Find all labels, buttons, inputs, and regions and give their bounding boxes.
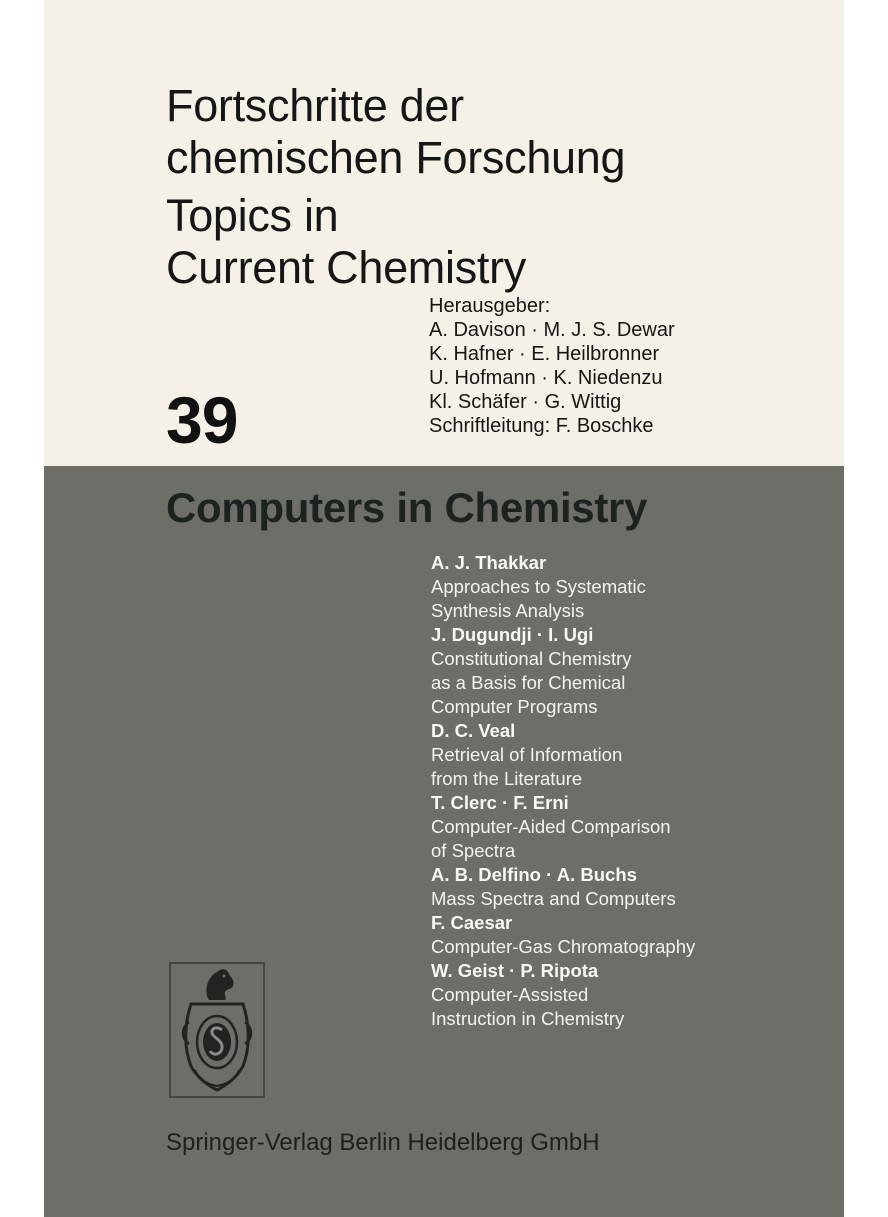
series-title-english [166,190,806,294]
contents-title-line: Synthesis Analysis [431,600,585,621]
contents-title-line: of Spectra [431,840,516,861]
contents-authors: D. C. Veal [431,720,516,741]
contents-title-line: Constitutional Chemistry [431,648,632,669]
series-title-english-line: Topics in [166,190,339,241]
volume-title: Computers in Chemistry [166,484,648,531]
contents-title-line: Retrieval of Information [431,744,623,765]
contents-authors: A. J. Thakkar [431,552,547,573]
editors-line: Kl. Schäfer · G. Wittig [429,391,622,413]
contents-title-line: from the Literature [431,768,583,789]
contents-title-line: Mass Spectra and Computers [431,888,676,909]
contents-authors: J. Dugundji · I. Ugi [431,624,594,645]
editors-line: U. Hofmann · K. Niedenzu [429,367,663,389]
publisher-name: Springer-Verlag Berlin Heidelberg GmbH [166,1129,600,1156]
book-cover [44,0,844,1217]
contents-title-line: Approaches to Systematic [431,576,646,597]
contents-authors: F. Caesar [431,912,513,933]
contents-authors: W. Geist · P. Ripota [431,960,599,981]
editors-line: A. Davison · M. J. S. Dewar [429,319,675,341]
editors-line: K. Hafner · E. Heilbronner [429,343,660,365]
volume-number: 39 [166,383,238,457]
series-title-german-line: chemischen Forschung [166,132,626,183]
contents-authors: A. B. Delfino · A. Buchs [431,864,637,885]
editors-line: Herausgeber: [429,295,551,317]
series-title-german-line: Fortschritte der [166,80,464,131]
contents-title-line: Instruction in Chemistry [431,1008,625,1029]
contents-title-line: Computer-Aided Comparison [431,816,671,837]
series-title-english-line: Current Chemistry [166,242,526,293]
springer-knight-logo-icon [169,962,265,1098]
editors-line: Schriftleitung: F. Boschke [429,415,654,437]
contents-authors: T. Clerc · F. Erni [431,792,569,813]
contents-title-line: Computer-Gas Chromatography [431,936,696,957]
contents-title-line: Computer Programs [431,696,598,717]
cover-top-panel [44,0,844,466]
series-title-german [166,80,806,184]
contents-list [431,551,841,1031]
contents-title-line: Computer-Assisted [431,984,589,1005]
editors-block [429,294,675,438]
contents-title-line: as a Basis for Chemical [431,672,626,693]
